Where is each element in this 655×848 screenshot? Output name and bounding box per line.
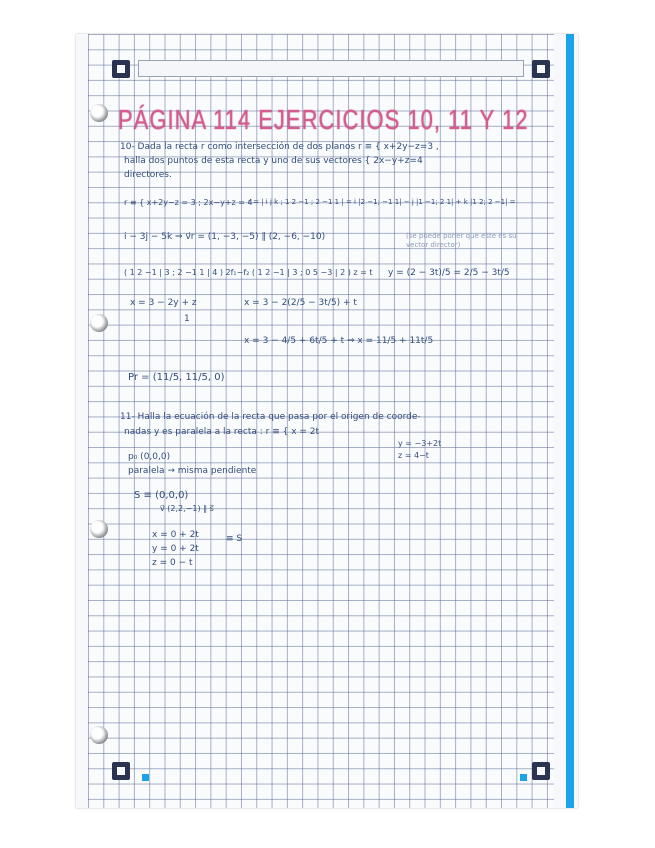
ex11-s-x: x = 0 + 2t xyxy=(152,530,199,540)
ex10-direction-vector: i − 3j − 5k ⇒ v⃗r = (1, −3, −5) ∥ (2, −6, −10) xyxy=(124,232,326,242)
page-title: PÁGINA 114 EJERCICIOS 10, 11 Y 12 xyxy=(118,104,529,136)
ex10-note: (se puede poner que este es su vector director) xyxy=(406,232,517,249)
ex10-statement-line-2: halla dos puntos de esta recta y uno de sus vectores { 2x−y+z=4 xyxy=(124,156,423,166)
punch-hole xyxy=(90,314,108,332)
ex10-point: Pr = (11/5, 11/5, 0) xyxy=(128,372,225,383)
ex10-y-equation: y = (2 − 3t)/5 = 2/5 − 3t/5 xyxy=(388,268,510,278)
ex11-line-z: z = 4−t xyxy=(398,451,429,460)
ex10-x-equation-1: x = 3 − 2y + z xyxy=(130,298,197,308)
header-box xyxy=(138,60,524,77)
ex11-s-vector: v⃗ (2,2,−1) ∥ s⃗ xyxy=(160,504,214,513)
corner-mark-bottom-left xyxy=(112,762,130,780)
ex10-statement-line-3: directores. xyxy=(124,170,172,180)
ex11-parallel-note: paralela → misma pendiente xyxy=(128,466,257,476)
punch-hole xyxy=(90,726,108,744)
punch-hole xyxy=(90,520,108,538)
ex10-x-equation-3: x = 3 − 4/5 + 6t/5 + t ⇒ x = 11/5 + 11t/5 xyxy=(244,336,434,346)
corner-mark-top-right xyxy=(532,60,550,78)
ex10-cross-product: r = | i j k ; 1 2 −1 ; 2 −1 1 | = i |2 −1; −1 1| − j |1 −1; 2 1| + k |1 2; 2 −1| = xyxy=(248,198,516,206)
ex11-s-point: S ≡ (0,0,0) xyxy=(134,490,189,501)
blue-square-left xyxy=(142,774,149,781)
ex10-statement-line-1: 10- Dada la recta r como intersección de dos planos r ≡ { x+2y−z=3 , xyxy=(120,142,439,152)
ex11-s-label: ≡ S xyxy=(226,534,243,544)
ex10-x-equation-1-denominator: 1 xyxy=(184,314,190,324)
ex11-s-z: z = 0 − t xyxy=(152,558,193,568)
blue-square-right xyxy=(520,774,527,781)
blue-margin-bar xyxy=(566,34,574,808)
ex11-statement-line-1: 11- Halla la ecuación de la recta que pasa por el origen de coorde- xyxy=(120,412,421,422)
ex11-statement-line-2: nadas y es paralela a la recta : r ≡ { x = 2t xyxy=(124,427,320,437)
ex11-line-y: y = −3+2t xyxy=(398,439,442,448)
ex11-origin-point: p₀ (0,0,0) xyxy=(128,452,171,462)
ex10-system: r ≡ { x+2y−z = 3 ; 2x−y+z = 4 xyxy=(124,198,253,207)
corner-mark-top-left xyxy=(112,60,130,78)
corner-mark-bottom-right xyxy=(532,762,550,780)
ex10-x-equation-2: x = 3 − 2(2/5 − 3t/5) + t xyxy=(244,298,357,308)
ex11-s-y: y = 0 + 2t xyxy=(152,544,199,554)
ex10-gauss-reduction: ( 1 2 −1 | 3 ; 2 −1 1 | 4 ) 2f₁−f₂ ( 1 2 −1 | 3 ; 0 5 −3 | 2 ) z = t xyxy=(124,268,373,277)
notebook-sheet xyxy=(76,34,578,808)
punch-hole xyxy=(90,104,108,122)
